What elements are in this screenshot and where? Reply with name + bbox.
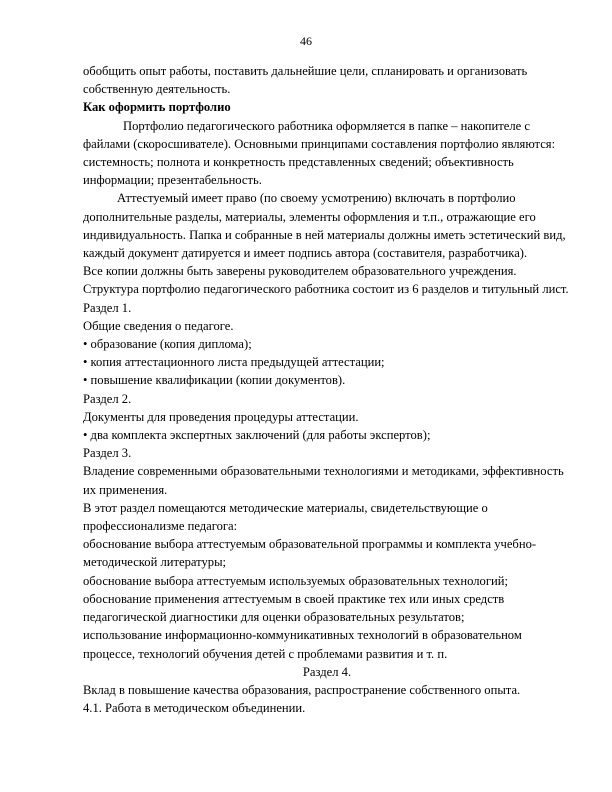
- paragraph: Аттестуемый имеет право (по своему усмотрению) включать в портфолио дополнительные разделы, материалы, элементы оформления и т.п., отражающие его индивидуальность. Папка и собранные в ней материалы должны иметь эстетический вид, каждый документ датируется и имеет подпись автора (составителя, разработчика).: [83, 191, 566, 261]
- page-number: 46: [300, 34, 312, 48]
- section-title: Раздел 2.: [83, 391, 132, 406]
- paragraph: Документы для проведения процедуры аттестации.: [83, 409, 359, 424]
- paragraph: обоснование выбора аттестуемым образовательной программы и комплекта учебно-методической литературы;: [83, 537, 537, 570]
- paragraph: использование информационно-коммуникативных технологий в образовательном процессе, технологий обучения детей с проблемами развития и т. п.: [83, 628, 522, 661]
- paragraph: Вклад в повышение качества образования, распространение собственного опыта.: [83, 682, 521, 697]
- list-item: • два комплекта экспертных заключений (для работы экспертов);: [83, 428, 431, 443]
- paragraph: обоснование применения аттестуемым в своей практике тех или иных средств педагогической диагностики для оценки образовательных результатов;: [83, 591, 505, 625]
- list-item: • образование (копия диплома);: [83, 337, 252, 352]
- paragraph: Портфолио педагогического работника оформляется в папке – накопителе с файлами (скоросшивателе). Основными принципами составления портфолио являются: системность; полнота и конкретность представленных сведений; объективность информации; презентабельность.: [83, 118, 556, 188]
- section-title: Раздел 3.: [83, 446, 132, 461]
- document-body: [83, 62, 571, 717]
- paragraph: В этот раздел помещаются методические материалы, свидетельствующие о профессионализме педагога:: [83, 500, 488, 534]
- paragraph: Структура портфолио педагогического работника состоит из 6 разделов и титульный лист.: [83, 282, 569, 297]
- paragraph: Все копии должны быть заверены руководителем образовательного учреждения.: [83, 264, 517, 279]
- list-item: • копия аттестационного листа предыдущей аттестации;: [83, 355, 385, 370]
- list-item: • повышение квалификации (копии документов).: [83, 373, 346, 388]
- paragraph: обоснование выбора аттестуемым используемых образовательных технологий;: [83, 573, 509, 588]
- section-title: Раздел 4.: [302, 664, 352, 679]
- paragraph: Общие сведения о педагоге.: [83, 318, 234, 333]
- section-heading: Как оформить портфолио: [83, 100, 231, 115]
- paragraph: 4.1. Работа в методическом объединении.: [83, 701, 306, 716]
- paragraph: обобщить опыт работы, поставить дальнейшие цели, спланировать и организовать собственную деятельность.: [83, 64, 528, 97]
- section-title: Раздел 1.: [83, 300, 132, 315]
- paragraph: Владение современными образовательными технологиями и методиками, эффективность их применения.: [83, 464, 564, 497]
